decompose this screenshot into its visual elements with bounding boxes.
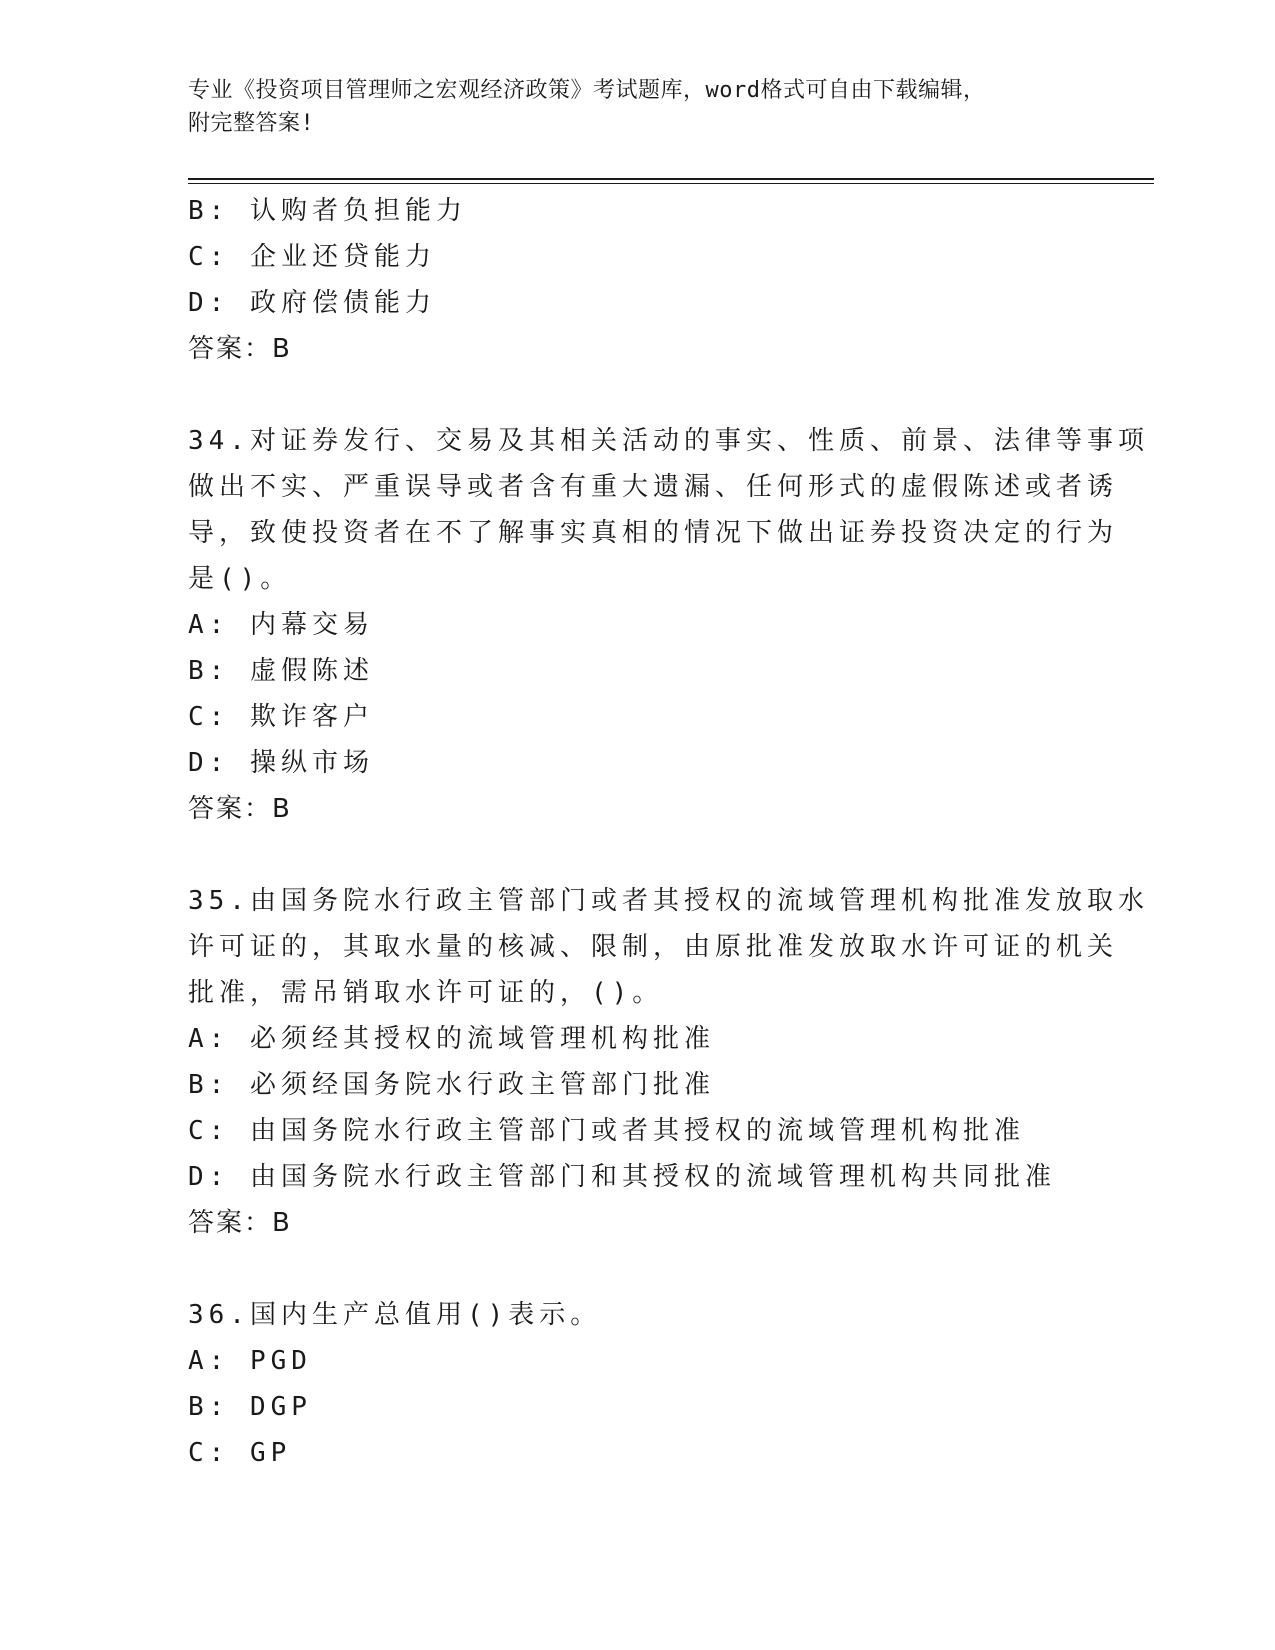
option-b: B: 必须经国务院水行政主管部门批准 — [188, 1070, 715, 1100]
question-stem — [188, 1292, 1068, 1338]
option-a: A: 必须经其授权的流域管理机构批准 — [188, 1024, 715, 1054]
header-text-line-1: 专业《投资项目管理师之宏观经济政策》考试题库，word格式可自由下载编辑， — [188, 78, 986, 103]
option-c: C: 欺诈客户 — [188, 702, 374, 732]
option-c: C: 由国务院水行政主管部门或者其授权的流域管理机构批准 — [188, 1116, 1025, 1146]
option-b: B: 认购者负担能力 — [188, 196, 467, 226]
answer: 答案：B — [188, 334, 292, 364]
option-c: C: 企业还贷能力 — [188, 242, 436, 272]
question-33-tail — [188, 188, 1088, 372]
question-stem-line: 做出不实、严重误导或者含有重大遗漏、任何形式的虚假陈述或者诱 — [188, 472, 1119, 502]
question-list — [188, 188, 1149, 1476]
header-divider-thin — [188, 183, 1154, 184]
question-stem-line: 35.由国务院水行政主管部门或者其授权的流域管理机构批准发放取水 — [188, 886, 1149, 916]
question-stem-line: 36.国内生产总值用()表示。 — [188, 1300, 602, 1330]
question-35 — [188, 878, 1149, 1246]
option-b: B: 虚假陈述 — [188, 656, 374, 686]
answer: 答案：B — [188, 1208, 292, 1238]
option-d: D: 政府偿债能力 — [188, 288, 436, 318]
question-stem-line: 导，致使投资者在不了解事实真相的情况下做出证券投资决定的行为 — [188, 518, 1119, 548]
option-d: D: 操纵市场 — [188, 748, 374, 778]
option-a: A: PGD — [188, 1346, 312, 1376]
option-d: D: 由国务院水行政主管部门和其授权的流域管理机构共同批准 — [188, 1162, 1056, 1192]
page-header — [188, 74, 1088, 140]
option-c: C: GP — [188, 1438, 292, 1468]
option-a: A: 内幕交易 — [188, 610, 374, 640]
header-divider — [188, 178, 1154, 180]
question-stem-line: 是()。 — [188, 564, 292, 594]
question-stem — [188, 878, 1149, 1016]
option-b: B: DGP — [188, 1392, 312, 1422]
question-stem — [188, 418, 1149, 602]
answer: 答案：B — [188, 794, 292, 824]
question-36 — [188, 1292, 1088, 1476]
question-34 — [188, 418, 1149, 832]
question-stem-line: 34.对证券发行、交易及其相关活动的事实、性质、前景、法律等事项 — [188, 426, 1149, 456]
question-stem-line: 批准，需吊销取水许可证的，()。 — [188, 978, 664, 1008]
header-text-line-2: 附完整答案! — [188, 111, 315, 136]
question-stem-line: 许可证的，其取水量的核减、限制，由原批准发放取水许可证的机关 — [188, 932, 1119, 962]
